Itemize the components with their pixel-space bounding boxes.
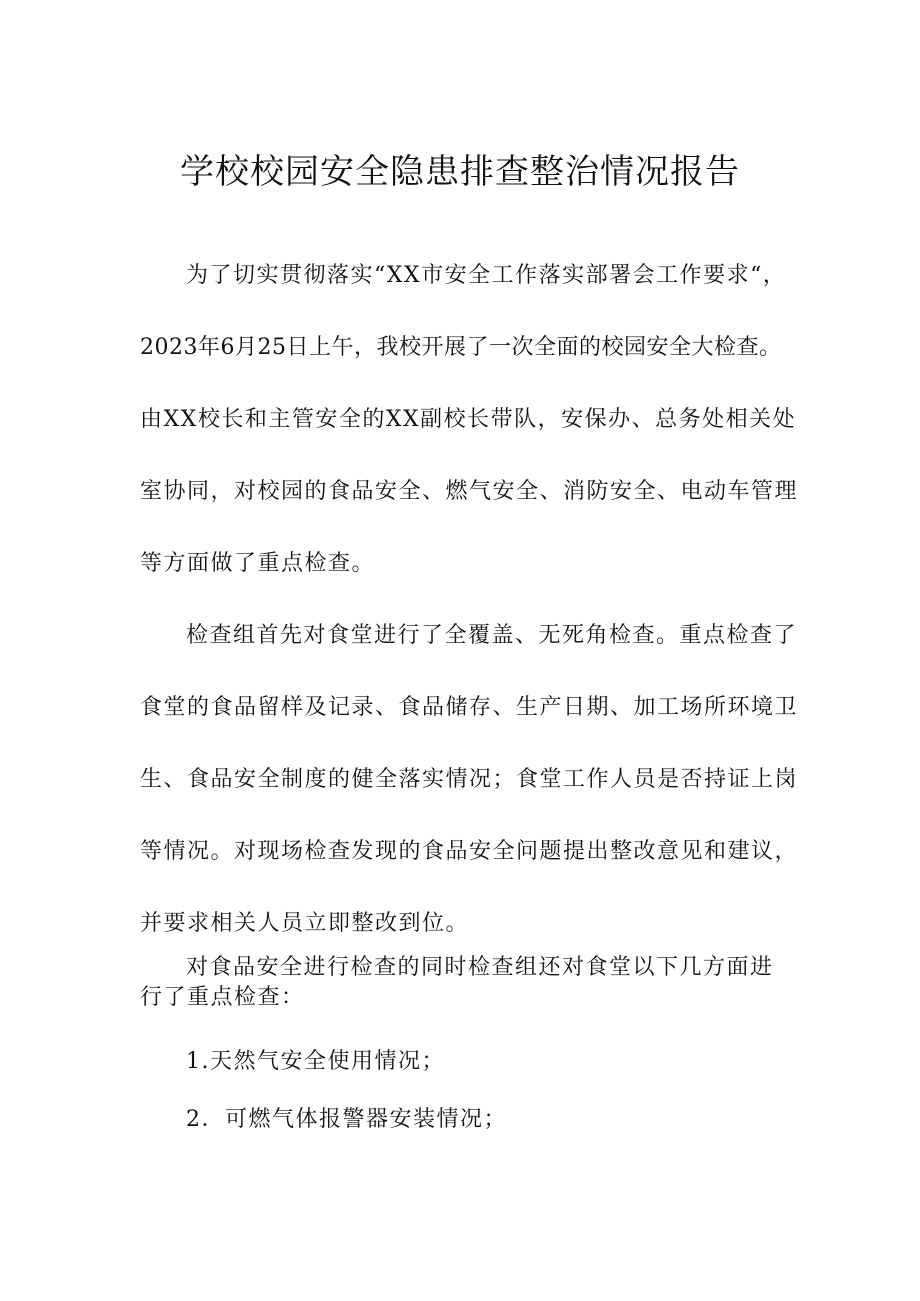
paragraph-2-line-2: 食堂的食品留样及记录、食品储存、生产日期、加工场所环境卫 — [140, 695, 799, 720]
paragraph-3-line-2: 行了重点检查： — [140, 985, 305, 1010]
paragraph-1-line-5: 等方面做了重点检查。 — [140, 551, 376, 576]
document-title: 学校校园安全隐患排查整治情况报告 — [180, 152, 740, 192]
paragraph-2-line-4: 等情况。对现场检查发现的食品安全问题提出整改意见和建议， — [140, 839, 799, 864]
list-item-2: 2．可燃气体报警器安装情况； — [186, 1107, 507, 1132]
paragraph-1-line-4: 室协同，对校园的食品安全、燃气安全、消防安全、电动车管理 — [140, 479, 799, 504]
list-item-1: 1.天然气安全使用情况； — [186, 1049, 445, 1074]
paragraph-2-line-1: 检查组首先对食堂进行了全覆盖、无死角检查。重点检查了 — [186, 623, 798, 648]
paragraph-1-line-2: 2023年6月25日上午，我校开展了一次全面的校园安全大检查。 — [140, 335, 782, 360]
paragraph-2-line-5: 并要求相关人员立即整改到位。 — [140, 911, 470, 936]
paragraph-1-line-3: 由XX校长和主管安全的XX副校长带队，安保办、总务处相关处 — [140, 407, 797, 432]
paragraph-2-line-3: 生、食品安全制度的健全落实情况；食堂工作人员是否持证上岗 — [140, 767, 799, 792]
paragraph-3-line-1: 对食品安全进行检查的同时检查组还对食堂以下几方面进 — [186, 955, 774, 980]
paragraph-1-line-1: 为了切实贯彻落实“XX市安全工作落实部署会工作要求“， — [186, 263, 787, 288]
